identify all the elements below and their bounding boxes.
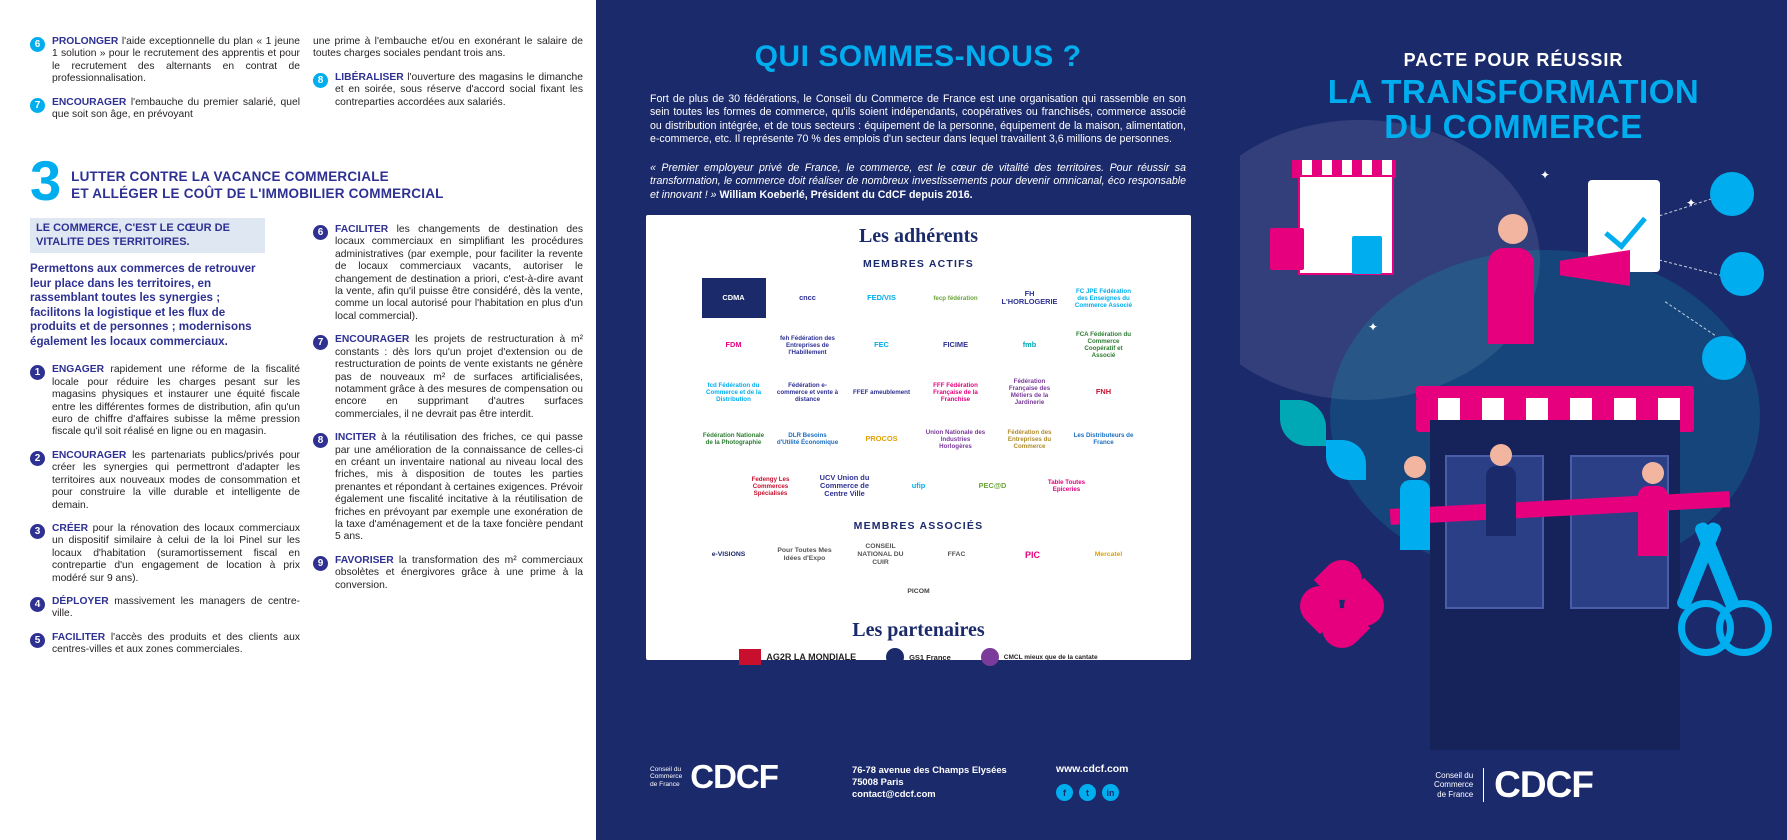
member-logo: Fédération Française des Métiers de la Jardinerie [1008, 378, 1051, 406]
member-logo: PEC@D [978, 481, 1007, 490]
item-text: à la réutilisation des friches, ce qui passe par une amélioration de la connaissance de celles-ci en créant un inventaire national au niveau local des friches, mis à disposition de toutes les parties prenantes et répondant à certaines exigences. Prévoir également une fiscalité incitative à la réutilisation de friches en prévoyant par exemple une exonération de la taxe d'aménagement et de la taxe foncière pendant 5 ans. [335, 432, 583, 543]
member-logo: CDMA [702, 278, 766, 318]
left-column-b [313, 0, 583, 603]
highlight-line1: LE COMMERCE, C'EST LE CŒUR DE [36, 222, 230, 234]
member-logo: Union Nationale des Industries Horlogères [925, 428, 986, 450]
members-heading: Les adhérents [858, 225, 979, 247]
quote-text: « Premier employeur privé de France, le commerce, est le cœur de vitalité des territoires. Pour réussir sa transformation, le commerce doit réaliser de nombreux investissements pour devenir omnicanal, éco responsable et innovant ! » [650, 162, 1186, 201]
list-item [313, 432, 583, 544]
item-text: une prime à l'embauche et/ou en exonérant le salaire de toutes charges sociales pendant trois ans. [313, 36, 583, 60]
item-lead: INCITER [335, 432, 377, 444]
quote-author: William Koeberlé, Président du CdCF depuis 2016. [719, 188, 973, 201]
associated-logo: PICOM [907, 588, 930, 595]
sparkle-icon: ✦ [1540, 168, 1551, 182]
member-logo: FFF Fédération Française de la Franchise [933, 381, 978, 403]
logo-mark: CDCF [1494, 764, 1593, 805]
logo-divider [1483, 768, 1484, 802]
member-logo: FNH [1095, 387, 1112, 396]
member-logo: DLR Besoins d'Utilité Économique [776, 432, 839, 446]
item-text: l'accès des produits et des clients aux centres-villes et aux zones commerciales. [52, 631, 300, 656]
logo-line2: Commerce [1434, 780, 1474, 790]
member-logo: FED/VIS [867, 293, 896, 302]
item-text: pour la rénovation des locaux commerciaux un dispositif similaire à celui de la loi Pinel sur les locaux d'habitation (suramortissement fiscal en contrepartie d'un engagement de location à prix modéré sur 9 ans). [52, 522, 300, 584]
item-lead: DÉPLOYER [52, 595, 109, 607]
gs1-mark-icon [886, 648, 904, 666]
member-logo: fmb [1022, 340, 1037, 349]
member-logo: UCV Union du Commerce de Centre Ville [819, 473, 870, 498]
item-number: 5 [30, 633, 45, 648]
person-head [1498, 214, 1528, 244]
avatar [1702, 336, 1746, 380]
item-number: 2 [30, 451, 45, 466]
about-us-panel [596, 0, 1240, 840]
member-logo: PROCOS [865, 434, 898, 443]
partners-heading: Les partenaires [852, 619, 985, 641]
person-figure [1488, 248, 1534, 344]
about-us-body: Fort de plus de 30 fédérations, le Conseil du Commerce de France est une organisation qui rassemble en son sein toutes les formes de commerce, qu'ils soient indépendants, coopératives ou franchisés, commerce associé ou distribution intégrée, et de tous secteurs : équipement de la personne, équipement de la maison, alimentation, e-commerce, etc. Il représente 70 % des emplois d'un secteur dans lequel travaillent 3,6 millions de personnes. [650, 93, 1186, 146]
person-head [1404, 456, 1426, 478]
item-text: les changements de destination des locaux commerciaux en simplifiant les procédures administratives (par exemple, pour faciliter la revente de locaux commerciaux vacants, autoriser le changement de destination a priori, c'est-à-dire avant la vente, afin qu'il puisse être considéré, dès la vente, comme un local autorisé pour l'habitation en plus d'un local commercial). [335, 224, 583, 322]
list-item [313, 334, 583, 421]
active-members-logo-grid [646, 270, 1191, 506]
member-logo: FEC [874, 340, 889, 349]
shopping-bag-icon [1352, 236, 1382, 274]
active-members-subheading: MEMBRES ACTIFS [863, 258, 974, 270]
item-number: 9 [313, 556, 328, 571]
item-text: l'ouverture des magasins le dimanche et en soirée, sous réserve d'accord social fixant les contreparties accordées aux salariés. [335, 71, 583, 108]
cover-panel [1240, 0, 1787, 840]
member-logo: cncc [799, 293, 816, 302]
person-head [1642, 462, 1664, 484]
list-item [30, 364, 300, 438]
member-logo: FDM [725, 340, 742, 349]
cover-subtitle: PACTE POUR RÉUSSIR [1403, 50, 1624, 70]
item-lead: FAVORISER [335, 554, 394, 566]
item-lead: ENCOURAGER [52, 449, 127, 461]
associated-logo: CONSEIL NATIONAL DU CUIR [857, 543, 904, 566]
list-item [30, 632, 300, 657]
partner-logo: AG2R LA MONDIALE [739, 649, 856, 665]
item-number: 6 [313, 225, 328, 240]
member-logo: fcd Fédération du Commerce et de la Distribution [705, 381, 762, 403]
item-text: l'embauche du premier salarié, quel que soit son âge, en prévoyant [52, 96, 300, 121]
member-logo: Table Toutes Epiceries [1047, 479, 1086, 493]
list-item [30, 523, 300, 585]
item-text: l'aide exceptionnelle du plan « 1 jeune 1 solution » pour le recrutement des apprentis et pour le recrutement des alternants en contrat de professionnalisation. [52, 36, 300, 85]
associated-logo: Mercatel [1094, 551, 1123, 558]
list-item [30, 97, 300, 122]
member-logo: feh Fédération des Entreprises de l'Habillement [779, 334, 835, 356]
item-number: 6 [30, 37, 45, 52]
address-email: contact@cdcf.com [852, 788, 936, 799]
members-card [646, 215, 1191, 660]
cover-title-line2: DU COMMERCE [1384, 108, 1643, 145]
list-item [30, 596, 300, 621]
panel-footer [596, 758, 1240, 818]
item-lead: LIBÉRALISER [335, 71, 404, 83]
section-title [71, 168, 443, 202]
item-number: 7 [30, 98, 45, 113]
associated-members-subheading: MEMBRES ASSOCIÉS [853, 520, 984, 532]
list-item [30, 450, 300, 512]
logo-line3: de France [1437, 789, 1474, 799]
left-text-panel [0, 0, 596, 840]
item-number: 8 [313, 433, 328, 448]
cmcl-mark-icon [981, 648, 999, 666]
list-item [313, 555, 583, 592]
section-intro-text: Permettons aux commerces de retrouver leur place dans les territoires, en rassemblant toutes les synergies ; facilitons la logistique et les flux de produits et de personnes ; modernisons également les locaux commerciaux. [30, 262, 256, 348]
list-item [313, 72, 583, 109]
section-number: 3 [30, 149, 62, 212]
list-item [313, 224, 583, 323]
item-lead: CRÉER [52, 522, 89, 534]
linkedin-icon[interactable]: in [1102, 784, 1119, 801]
flower-decoration [1300, 560, 1390, 650]
section-title-line2: ET ALLÉGER LE COÛT DE L'IMMOBILIER COMMERCIAL [71, 186, 444, 201]
item-number: 1 [30, 365, 45, 380]
logo-mark: CDCF [690, 758, 778, 795]
associated-logo: e-VISIONS [711, 551, 746, 558]
list-item [30, 36, 300, 86]
member-logo: FC JPE Fédération des Enseignes du Commerce Associé [1074, 287, 1133, 309]
item-text: les projets de restructuration à m² constants : dès lors qu'un projet d'extension ou de restructuration de points de vente existants ne génère pas de nouveaux m² de surfaces artificialisées, notamment grâce à des mesures de compensation ou encore en supprimant d'autres surfaces commerciales, il ne devrait pas être interdit. [335, 334, 583, 420]
cdcf-logo [650, 758, 778, 796]
section-3-heading [30, 149, 570, 212]
about-us-quote [650, 162, 1186, 202]
highlight-line2: VITALITE DES TERRITOIRES. [36, 235, 190, 248]
member-logo: Fédération Nationale de la Photographie [702, 432, 765, 446]
cover-title-line1: LA TRANSFORMATION [1327, 73, 1700, 110]
member-logo: Les Distributeurs de France [1073, 432, 1134, 446]
section-title-line1: LUTTER CONTRE LA VACANCE COMMERCIALE [71, 169, 389, 184]
item-lead: FACILITER [335, 224, 389, 236]
ag2r-mark-icon [739, 649, 761, 665]
avatar [1720, 252, 1764, 296]
footer-address [852, 764, 1007, 800]
item-lead: ENCOURAGER [52, 96, 127, 108]
item-text: les partenariats publics/privés pour créer les synergies qui permettront d'adapter les territoires aux nouveaux modes de consommation et pour construire la ville durable et intelligente de demain. [52, 449, 300, 511]
item-lead: ENCOURAGER [335, 334, 410, 346]
member-logo: FFEF ameublement [852, 388, 911, 396]
member-logo: Fedengy Les Commerces Spécialisés [751, 475, 790, 497]
item-lead: PROLONGER [52, 36, 119, 47]
member-logo: FCA Fédération du Commerce Coopératif et Associé [1075, 331, 1132, 359]
footer-website[interactable]: www.cdcf.com [1056, 764, 1129, 775]
person-figure [1486, 466, 1516, 536]
shopping-bag-icon [1270, 228, 1304, 270]
cover-logo [1240, 764, 1787, 806]
item-lead: ENGAGER [52, 364, 105, 376]
member-logo: FICIME [942, 340, 969, 349]
logo-line1: Conseil du [1435, 770, 1474, 780]
scissors-ring-icon [1716, 600, 1772, 656]
logo-line2: Commerce [650, 773, 683, 781]
item-number: 3 [30, 524, 45, 539]
social-links[interactable] [1056, 784, 1119, 801]
partner-logo: CMCL mieux que de la cantate [981, 648, 1098, 666]
item-text: la transformation des m² commerciaux obsolètes et énergivores grâce à une prime à la conversion. [335, 554, 583, 591]
member-logo: FH L'HORLOGERIE [1001, 289, 1058, 306]
item-number: 8 [313, 73, 328, 88]
sparkle-icon: ✦ [1686, 196, 1697, 210]
partners-logo-row [646, 642, 1191, 666]
person-figure [1638, 486, 1668, 556]
associated-members-logo-grid [646, 532, 1191, 607]
person-figure [1400, 480, 1430, 550]
item-text: rapidement une réforme de la fiscalité locale pour réduire les charges pesant sur les magasins physiques et instaurer une équité fiscale entre les différentes formes de distribution, afin qu'un euro de chiffre d'affaires subisse la même pression fiscale qu'il soit réalisé en ligne ou en magasin. [52, 364, 300, 438]
item-lead: FACILITER [52, 631, 106, 643]
item-text: massivement les managers de centre-ville. [52, 595, 300, 620]
item-number: 7 [313, 335, 328, 350]
cover-title [1240, 74, 1787, 144]
logo-line3: de France [650, 780, 680, 788]
associated-logo: PIC [1024, 550, 1040, 560]
leaf-icon [1280, 400, 1326, 446]
about-us-title: QUI SOMMES-NOUS ? [754, 40, 1082, 73]
highlight-box [30, 218, 265, 253]
member-logo: ufip [911, 481, 926, 490]
address-line2: 75008 Paris [852, 776, 904, 787]
avatar [1710, 172, 1754, 216]
item-number: 4 [30, 597, 45, 612]
twitter-icon[interactable]: t [1079, 784, 1096, 801]
member-logo: Fédération e-commerce et vente à distance [776, 381, 839, 403]
person-head [1490, 444, 1512, 466]
connector-line [1659, 260, 1727, 278]
facebook-icon[interactable]: f [1056, 784, 1073, 801]
list-item-continuation [313, 36, 583, 61]
address-line1: 76-78 avenue des Champs Elysées [852, 764, 1007, 775]
member-logo: Fédération des Entreprises du Commerce [1007, 428, 1052, 450]
member-logo: fecp fédération [933, 294, 978, 302]
sparkle-icon: ✦ [1368, 320, 1379, 334]
logo-line1: Conseil du [650, 765, 682, 773]
partner-logo: GS1 France [886, 648, 951, 666]
associated-logo: Pour Toutes Mes Idées d'Expo [777, 547, 832, 562]
associated-logo: FFAC [947, 551, 966, 558]
